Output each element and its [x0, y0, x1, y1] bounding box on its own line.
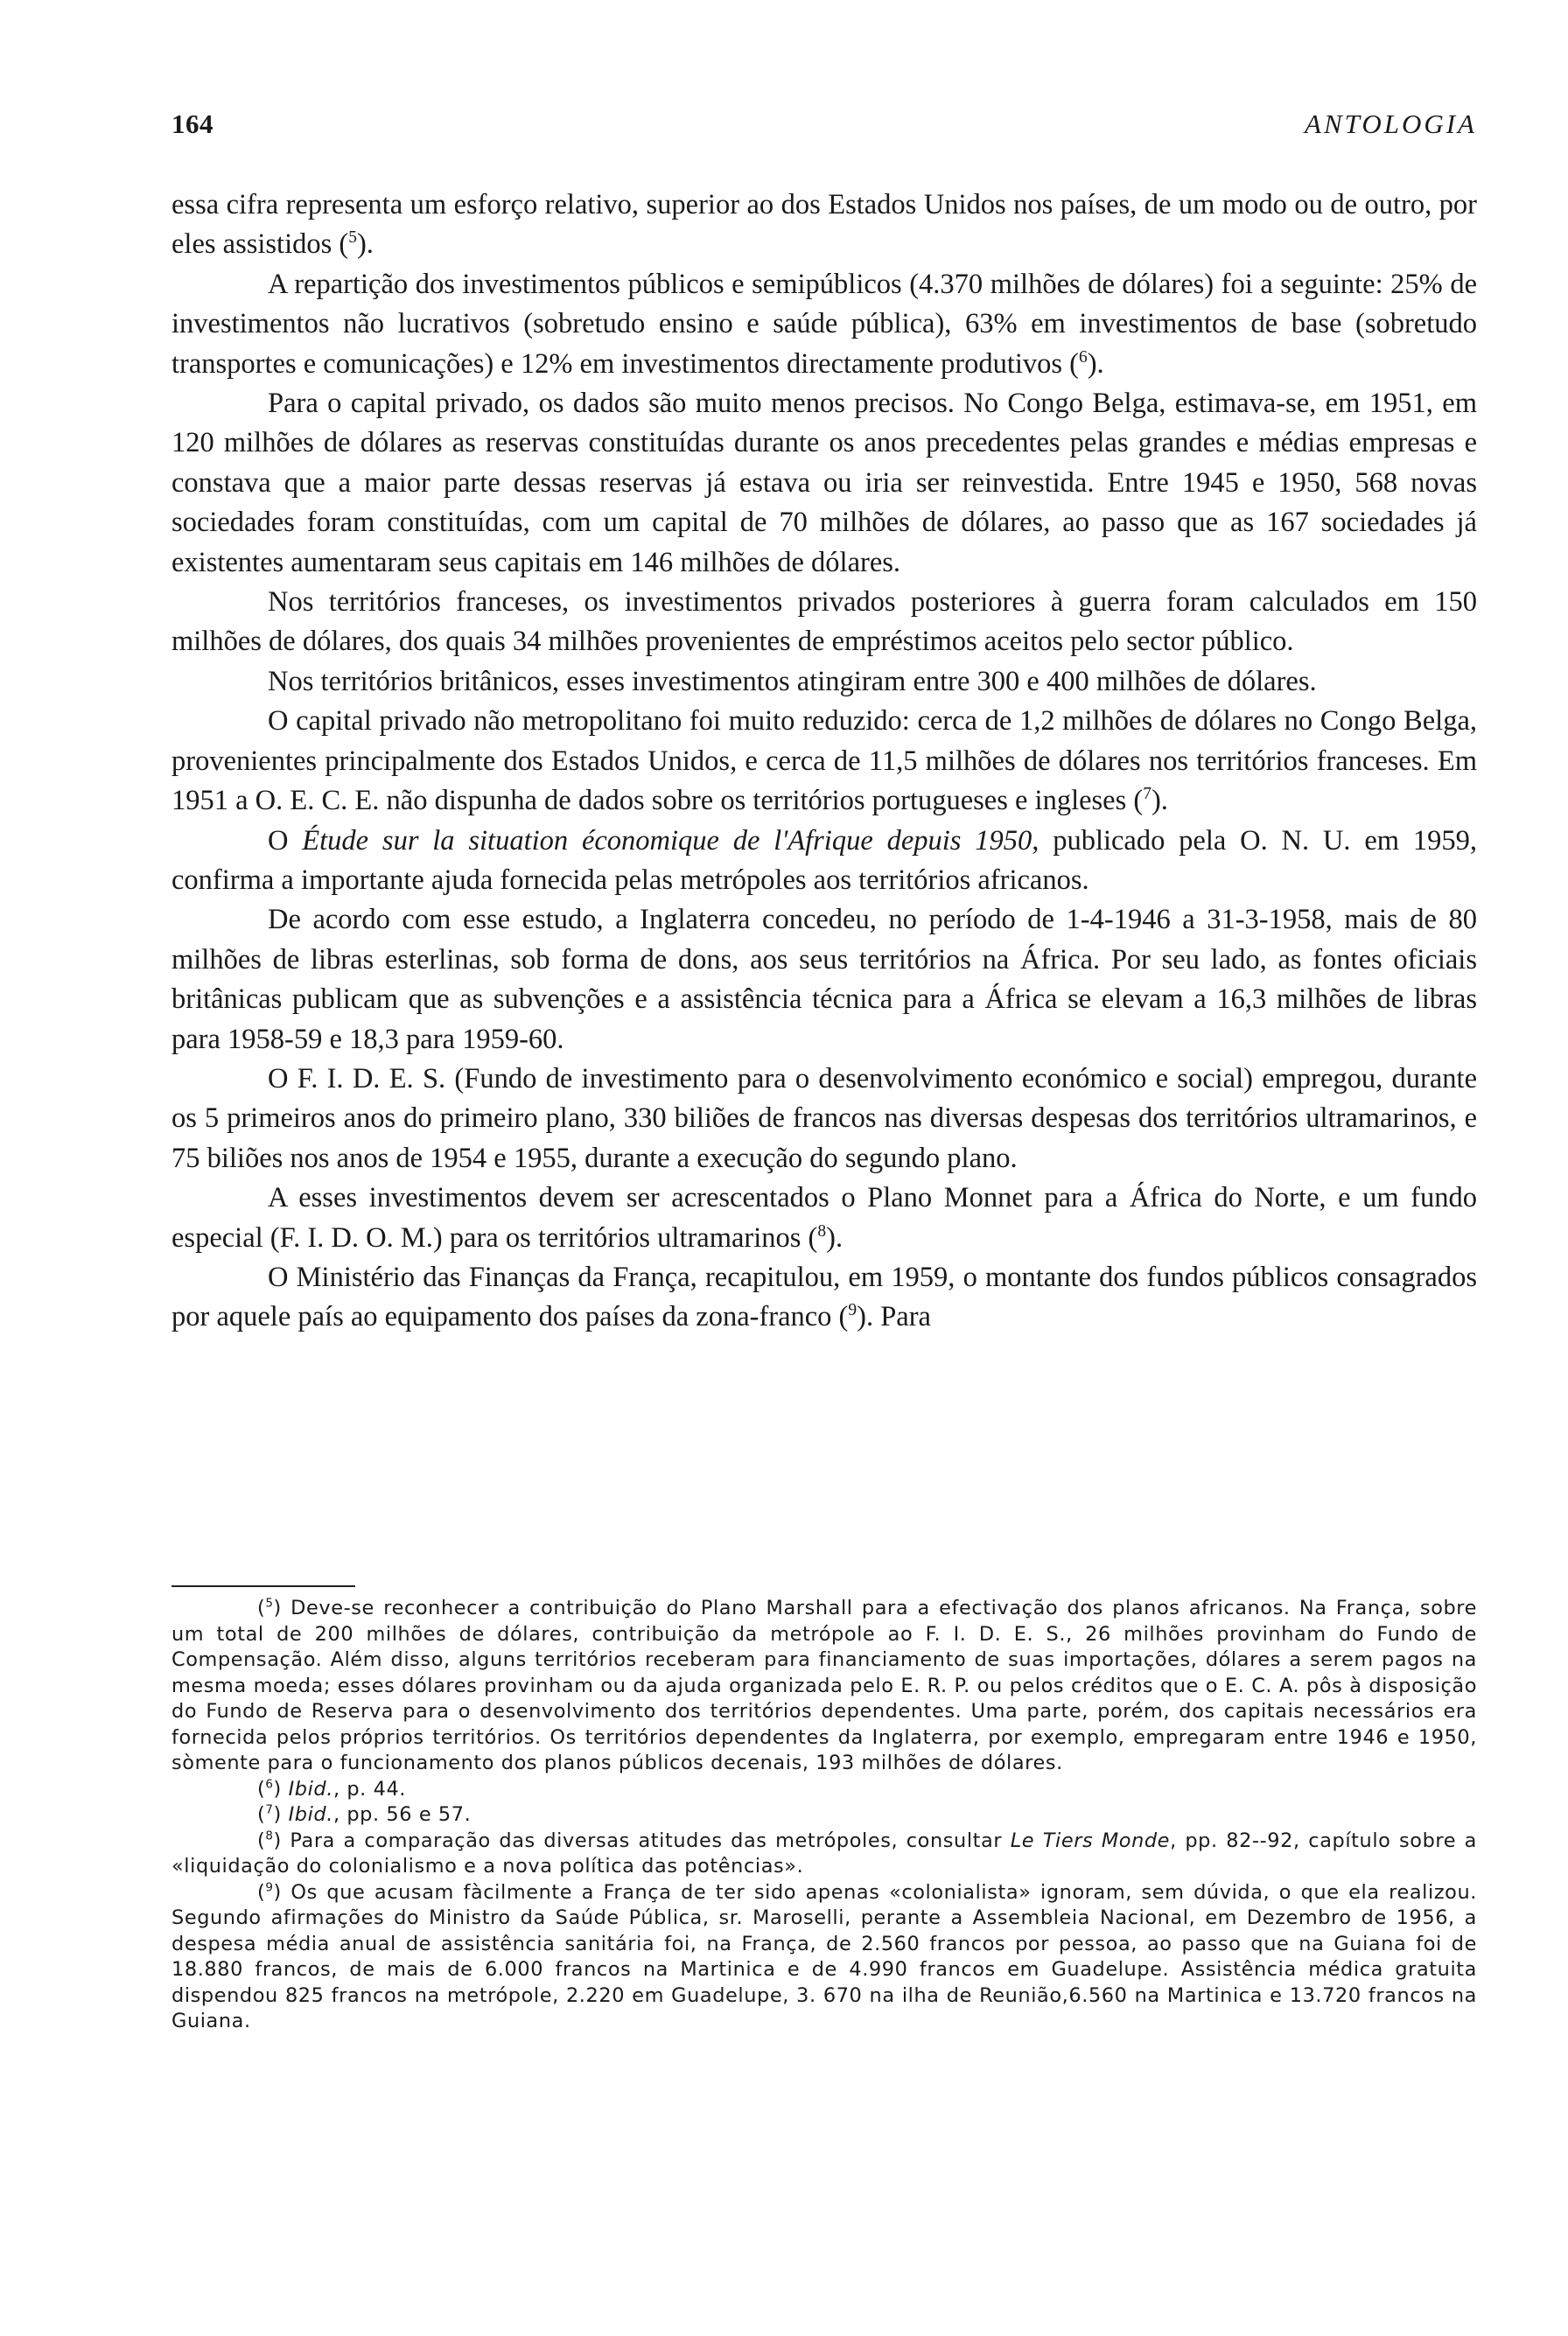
running-title: ANTOLOGIA: [1305, 108, 1477, 139]
paragraph-8: De acordo com esse estudo, a Inglaterra concedeu, no período de 1-4-1946 a 31-3-1958, mais de 80 milhões de libras esterlinas, sob forma de dons, aos seus territórios na África. Por seu lado, as fontes oficiais britânicas publicam que as subvenções e a assistência técnica para a África se elevam a 16,3 milhões de libras para 1958-59 e 18,3 para 1959-60.: [172, 904, 1477, 1055]
paragraph-1-end: ).: [356, 228, 374, 261]
footnote-8-title: Le Tiers Monde: [1010, 1829, 1171, 1852]
footnote-8: ($^8$) Para a comparação das diversas atitudes das metrópoles, consultar Le Tiers Monde, pp. 82--92, capítulo sobre a «liquidação do colonialismo e a nova política das potências».: [172, 1829, 1477, 1878]
paragraph-10: [172, 1178, 1477, 1258]
paragraph-9: O F. I. D. E. S. (Fundo de investimento para o desenvolvimento económico e social) empregou, durante os 5 primeiros anos do primeiro plano, 330 biliões de francos nas diversas despesas dos territórios ultramarinos, e 75 biliões nos anos de 1954 e 1955, durante a execução do segundo plano.: [172, 1062, 1477, 1174]
paragraph-11-end: ). Para: [857, 1301, 931, 1333]
paragraph-1-text: essa cifra representa um esforço relativo, superior ao dos Estados Unidos nos países, de um modo ou de outro, por eles assistidos (: [172, 189, 1477, 261]
footnote-ref-5: 5: [348, 228, 357, 248]
footnote-9-number: 9: [265, 1881, 274, 1895]
paragraph-6-end: ).: [1151, 785, 1168, 817]
paragraph-2: [172, 265, 1477, 384]
footnote-5-number: 5: [265, 1597, 274, 1611]
paragraph-11-text: O Ministério das Finanças da França, recapitulou, em 1959, o montante dos fundos públicos consagrados por aquele país ao equipamento dos países da zona-franco (: [172, 1261, 1477, 1333]
paragraph-4: Nos territórios franceses, os investimentos privados posteriores à guerra foram calculados em 150 milhões de dólares, dos quais 34 milhões provenientes de empréstimos aceitos pelo sector público.: [172, 586, 1477, 658]
footnotes: [172, 1596, 1477, 2035]
footnote-7: ($^7$) Ibid., pp. 56 e 57.: [257, 1803, 472, 1826]
page-number: 164: [172, 108, 214, 139]
footnote-6-text: , p. 44.: [332, 1777, 407, 1801]
cited-title-etude: Étude sur la situation économique de l'Afrique depuis 1950: [302, 824, 1032, 857]
footnote-ref-9: 9: [848, 1301, 858, 1320]
footnote-6-number: 6: [265, 1778, 274, 1792]
footnote-divider: [172, 1585, 355, 1587]
footnote-6-ibid: Ibid.: [288, 1777, 333, 1801]
paragraph-2-text: A repartição dos investimentos públicos e semipúblicos (4.370 milhões de dólares) foi a seguinte: 25% de investimentos não lucrativos (sobretudo ensino e saúde pública), 63% em investimentos de base (sobretudo transportes e comunicações) e 12% em investimentos directamente produtivos (: [172, 268, 1477, 380]
paragraph-7: [172, 822, 1477, 901]
footnote-7-number: 7: [265, 1803, 274, 1817]
paragraph-6: [172, 702, 1477, 821]
paragraph-3: Para o capital privado, os dados são muito menos precisos. No Congo Belga, estimava-se, em 1951, em 120 milhões de dólares as reservas constituídas durante os anos precedentes pelas grandes e médias empresas e constava que a maior parte dessas reservas já estava ou iria ser reinvestida. Entre 1945 e 1950, 568 novas sociedades foram constituídas, com um capital de 70 milhões de dólares, ao passo que as 167 sociedades já existentes aumentaram seus capitais em 146 milhões de dólares.: [172, 388, 1477, 578]
footnote-5-text: Deve-se reconhecer a contribuição do Plano Marshall para a efectivação dos planos africanos. Na França, sobre um total de 200 milhões de dólares, contribuição da metrópole ao F. I. D. E. S., 26 milhões provinham do Fundo de Compensação. Além disso, alguns territórios receberam para financiamento de suas importações, dólares a serem pagos na mesma moeda; esses dólares provinham ou da ajuda organizada pelo E. R. P. ou pelos créditos que o E. C. A. pôs à disposição do Fundo de Reserva para o desenvolvimento dos territórios dependentes. Uma parte, porém, dos capitais necessários era fornecida pelos próprios territórios. Os territórios dependentes da Inglaterra, por exemplo, empregaram entre 1946 e 1950, sòmente para o funcionamento dos planos públicos decenais, 193 milhões de dólares.: [172, 1597, 1477, 1774]
paragraph-7-end: , publicado pela O. N. U. em 1959, confirma a importante ajuda fornecida pelas metrópoles aos territórios africanos.: [172, 824, 1477, 896]
footnote-7-ibid: Ibid.: [288, 1803, 333, 1826]
footnote-6: ($^6$) Ibid., p. 44.: [257, 1777, 407, 1801]
footnote-ref-6: 6: [1078, 347, 1088, 367]
footnote-8-start: Para a comparação das diversas atitudes das metrópoles, consultar: [290, 1829, 1011, 1852]
paragraph-1: [172, 185, 1477, 265]
paragraph-2-end: ).: [1087, 347, 1104, 380]
footnote-9: ($^9$) Os que acusam fàcilmente a França de ter sido apenas «colonialista» ignoram, sem dúvida, o que ela realizou. Segundo afirmações do Ministro da Saúde Pública, sr. Maroselli, perante a Assembleia Nacional, em Dezembro de 1956, a despesa média anual de assistência sanitária foi, na França, de 2.560 francos por pessoa, ao passo que na Guiana foi de 18.880 francos, de mais de 6.000 francos na Martinica e de 4.990 francos em Guadelupe. Assistência médica gratuita dispendou 825 francos na metrópole, 2.220 em Guadelupe, 3. 670 na ilha de Reunião,6.560 na Martinica e 13.720 francos na Guiana.: [172, 1880, 1477, 2032]
footnote-7-text: , pp. 56 e 57.: [332, 1803, 472, 1826]
footnote-9-text: Os que acusam fàcilmente a França de ter sido apenas «colonialista» ignoram, sem dúvida, o que ela realizou. Segundo afirmações do Ministro da Saúde Pública, sr. Maroselli, perante a Assembleia Nacional, em Dezembro de 1956, a despesa média anual de assistência sanitária foi, na França, de 2.560 francos por pessoa, ao passo que na Guiana foi de 18.880 francos, de mais de 6.000 francos na Martinica e de 4.990 francos em Guadelupe. Assistência médica gratuita dispendou 825 francos na metrópole, 2.220 em Guadelupe, 3. 670 na ilha de Reunião,6.560 na Martinica e 13.720 francos na Guiana.: [172, 1880, 1477, 2032]
footnote-ref-7: 7: [1143, 785, 1152, 804]
page-header: [172, 108, 1477, 149]
paragraph-11: [172, 1258, 1477, 1338]
footnote-5: ($^5$) Deve-se reconhecer a contribuição do Plano Marshall para a efectivação dos planos africanos. Na França, sobre um total de 200 milhões de dólares, contribuição da metrópole ao F. I. D. E. S., 26 milhões provinham do Fundo de Compensação. Além disso, alguns territórios receberam para financiamento de suas importações, dólares a serem pagos na mesma moeda; esses dólares provinham ou da ajuda organizada pelo E. R. P. ou pelos créditos que o E. C. A. pôs à disposição do Fundo de Reserva para o desenvolvimento dos territórios dependentes. Uma parte, porém, dos capitais necessários era fornecida pelos próprios territórios. Os territórios dependentes da Inglaterra, por exemplo, empregaram entre 1946 e 1950, sòmente para o funcionamento dos planos públicos decenais, 193 milhões de dólares.: [172, 1597, 1477, 1774]
body-text: [172, 185, 1477, 1338]
paragraph-7-start: O: [268, 824, 303, 857]
footnote-ref-8: 8: [817, 1221, 827, 1241]
paragraph-10-text: A esses investimentos devem ser acrescentados o Plano Monnet para a África do Norte, e um fundo especial (F. I. D. O. M.) para os territórios ultramarinos (: [172, 1182, 1477, 1254]
paragraph-6-text: O capital privado não metropolitano foi muito reduzido: cerca de 1,2 milhões de dólares no Congo Belga, provenientes principalmente dos Estados Unidos, e cerca de 11,5 milhões de dólares nos territórios franceses. Em 1951 a O. E. C. E. não dispunha de dados sobre os territórios portugueses e ingleses (: [172, 705, 1477, 817]
paragraph-10-end: ).: [826, 1221, 844, 1254]
footnote-8-end: , pp. 82--92, capítulo sobre a «liquidação do colonialismo e a nova política das potências».: [172, 1829, 1477, 1878]
paragraph-5: Nos territórios britânicos, esses investimentos atingiram entre 300 e 400 milhões de dólares.: [268, 665, 1317, 697]
footnote-8-number: 8: [265, 1829, 274, 1843]
